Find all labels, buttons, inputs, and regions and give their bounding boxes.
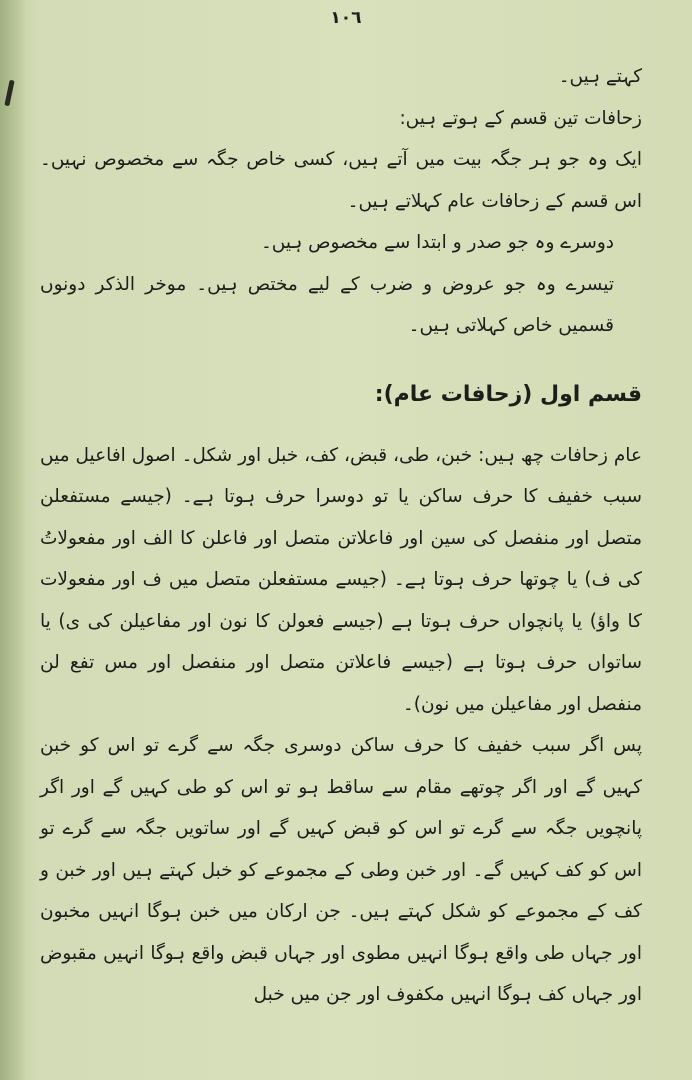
- page-binding-shadow: [0, 0, 26, 1080]
- page-number: ١٠٦: [330, 8, 362, 28]
- paragraph-3: ایک وہ جو ہر جگہ بیت میں آتے ہیں، کسی خاص جگہ سے مخصوص نہیں۔ اس قسم کے زحافات عام کہلاتے ہیں۔: [40, 149, 642, 212]
- page-body: [40, 56, 642, 1016]
- paragraph-5: تیسرے وہ جو عروض و ضرب کے لیے مختص ہیں۔ موخر الذکر دونوں قسمیں خاص کہلاتی ہیں۔: [40, 273, 614, 336]
- paragraph-4: دوسرے وہ جو صدر و ابتدا سے مخصوص ہیں۔: [260, 232, 614, 253]
- section-heading: قسم اول (زحافات عام):: [374, 381, 642, 407]
- paragraph-7: پس اگر سبب خفیف کا حرف ساکن دوسری جگہ سے گرے تو اس کو خبن کہیں گے اور اگر چوتھے مقام سے ساقط ہو تو اس کو طی کہیں گے اور اگر پانچویں جگہ سے گرے تو اس کو قبض کہیں گے اور ساتویں جگہ سے گرے تو اس کو کف کہیں گے۔ اور خبن وطی کے مجموعے کو خبل کہتے ہیں اور خبن و کف کے مجموعے کو شکل کہتے ہیں۔ جن ارکان میں خبن ہوگا انہیں مخبون اور جہاں طی واقع ہوگا انہیں مطوی اور جہاں قبض واقع ہوگا انہیں مقبوض اور جہاں کف ہوگا انہیں مکفوف اور جن میں خبل: [40, 735, 642, 1005]
- paragraph-6: عام زحافات چھ ہیں: خبن، طی، قبض، کف، خبل اور شکل۔ اصول افاعیل میں سبب خفیف کا حرف ساکن یا تو دوسرا حرف ہوتا ہے۔ (جیسے مستفعلن متصل اور منفصل کی سین اور فاعلاتن متصل اور فاعلن کا الف اور مفعولاتُ کی ف) یا چوتھا حرف ہوتا ہے۔ (جیسے مستفعلن متصل میں ف اور مفعولات کا واؤ) یا پانچواں حرف ہوتا ہے (جیسے فعولن کا نون اور مفاعیلن کی ی) یا ساتواں حرف ہوتا ہے (جیسے فاعلاتن متصل اور منفصل اور مس تفع لن منفصل اور مفاعیلن میں نون)۔: [40, 444, 642, 715]
- paragraph-2: زحافات تین قسم کے ہوتے ہیں:: [399, 107, 642, 129]
- paragraph-1: کہتے ہیں۔: [558, 66, 642, 87]
